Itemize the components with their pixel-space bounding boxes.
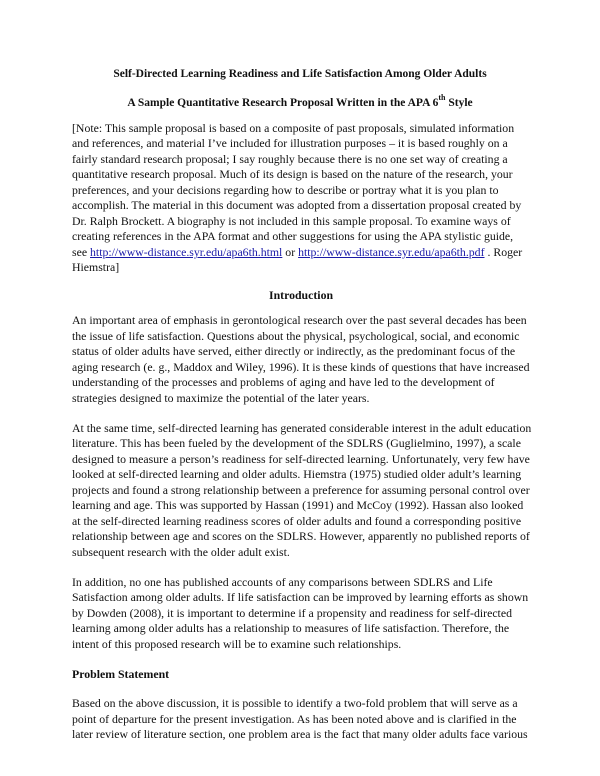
intro-para2-line: subsequent research with the older adult exist. <box>72 545 290 559</box>
document-subtitle <box>0 93 600 110</box>
intro-para2-line: looked at self-directed learning and older adults. Hiemstra (1975) studied older adult’s learning <box>72 467 522 481</box>
apa-pdf-link[interactable]: http://www-distance.syr.edu/apa6th.pdf <box>298 245 485 259</box>
note-line-links <box>72 245 522 259</box>
subtitle-suffix: Style <box>445 97 473 109</box>
intro-para3-line: In addition, no one has published accounts of any comparisons between SDLRS and Life <box>72 575 493 589</box>
note-line: accomplish. The material in this document was adopted from a dissertation proposal created by <box>72 198 522 212</box>
intro-para3-line: Satisfaction among older adults. If life satisfaction can be improved by learning efforts as shown <box>72 590 529 604</box>
problem-line: Based on the above discussion, it is possible to identify a two-fold problem that will serve as a <box>72 696 518 710</box>
intro-para2-line: at the self-directed learning readiness scores of older adults and found a corresponding positive <box>72 514 522 528</box>
intro-para2-line: learning and age. This was supported by Hassan (1991) and McCoy (1992). Hassan also looked <box>72 498 524 512</box>
intro-para2-line: At the same time, self-directed learning has generated considerable interest in the adult education <box>72 421 532 435</box>
note-line: fairly standard research proposal; I say roughly because there is no one set way of creating a <box>72 152 508 166</box>
note-line: preferences, and your decisions regarding how to describe or portray what it is you plan to <box>72 183 499 197</box>
note-link-separator: or <box>282 245 299 259</box>
intro-para2-line: literature. This has been fueled by the development of the SDLRS (Guglielmino, 1997), a scale <box>72 436 521 450</box>
subtitle-superscript: th <box>438 93 446 103</box>
note-line: and references, and material I’ve included for illustration purposes – it is based roughly on a <box>72 136 508 150</box>
note-line: quantitative research proposal. Much of its design is based on the nature of the research, your <box>72 167 513 181</box>
intro-para1-line: An important area of emphasis in gerontological research over the past several decades has been <box>72 313 527 327</box>
introduction-heading: Introduction <box>269 288 334 302</box>
note-line: Dr. Ralph Brockett. A biography is not included in this sample proposal. To examine ways of <box>72 214 511 228</box>
problem-statement-heading: Problem Statement <box>72 667 170 681</box>
intro-para3-line: learning among older adults has a relationship to measures of life satisfaction. Therefore, the <box>72 621 510 635</box>
note-link-suffix: . Roger <box>484 245 523 259</box>
intro-para1-line: aging research (e. g., Maddox and Wiley, 1996). It is these kinds of questions that have increased <box>72 360 530 374</box>
intro-para1-line: understanding of the processes and problems of aging and have led to the development of <box>72 375 495 389</box>
intro-para1-line: status of older adults have served, either directly or indirectly, as the predominant focus of the <box>72 344 516 358</box>
intro-para3-line: by Dowden (2008), it is important to determine if a propensity and readiness for self-directed <box>72 606 512 620</box>
note-line: Hiemstra] <box>72 260 120 274</box>
note-link-prefix: see <box>72 245 91 259</box>
intro-para1-line: the issue of life satisfaction. Questions about the physical, psychological, social, and economic <box>72 329 520 343</box>
intro-para2-line: relationship between age and scores on the SDLRS. However, apparently no published reports of <box>72 529 530 543</box>
intro-para2-line: projects and found a strong relationship between a preference for assuming personal control over <box>72 483 530 497</box>
problem-line: later review of literature section, one problem area is the fact that many older adults face various <box>72 727 528 741</box>
intro-para2-line: designed to measure a person’s readiness for self-directed learning. Unfortunately, very few have <box>72 452 530 466</box>
note-line: [Note: This sample proposal is based on a composite of past proposals, simulated information <box>72 121 515 135</box>
subtitle-text: A Sample Quantitative Research Proposal Written in the APA 6 <box>127 97 439 109</box>
note-line: creating references in the APA format and other suggestions for using the APA stylistic guide, <box>72 229 514 243</box>
problem-line: point of departure for the present investigation. As has been noted above and is clarified in the <box>72 712 517 726</box>
document-title: Self-Directed Learning Readiness and Life Satisfaction Among Older Adults <box>113 68 487 80</box>
intro-para1-line: strategies designed to maximize the potential of the later years. <box>72 391 370 405</box>
intro-para3-line: intent of this proposed research will be to examine such relationships. <box>72 637 402 651</box>
apa-html-link[interactable]: http://www-distance.syr.edu/apa6th.html <box>90 245 283 259</box>
